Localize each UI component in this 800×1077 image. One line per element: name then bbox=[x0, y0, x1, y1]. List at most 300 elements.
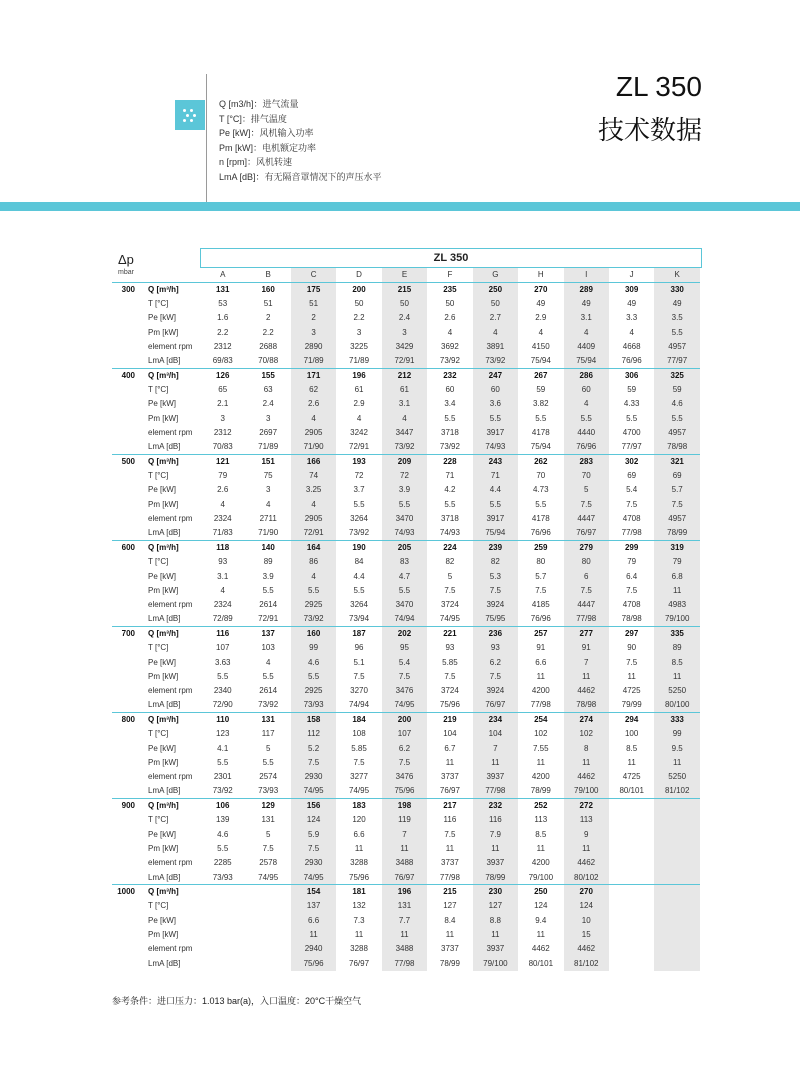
row-label: LmA [dB] bbox=[148, 958, 181, 968]
table-cell: 2930 bbox=[291, 856, 336, 870]
table-row bbox=[112, 354, 700, 368]
dp-value: 1000 bbox=[112, 884, 141, 898]
table-cell: 74/95 bbox=[258, 872, 279, 882]
table-cell: 49 bbox=[536, 299, 546, 309]
page-title: ZL 350 bbox=[615, 71, 702, 102]
table-cell bbox=[654, 870, 700, 884]
table-cell: 76/96 bbox=[530, 528, 551, 538]
table-cell: 5.5 bbox=[291, 583, 336, 597]
table-cell: 8.5 bbox=[626, 743, 638, 753]
table-cell bbox=[609, 884, 654, 898]
table-cell: 93 bbox=[473, 641, 518, 655]
dp-cell bbox=[112, 526, 141, 540]
table-cell: 8 bbox=[564, 741, 609, 755]
table-cell: 7.5 bbox=[535, 585, 547, 595]
dp-cell bbox=[112, 770, 141, 784]
table-cell: 72/89 bbox=[212, 614, 233, 624]
table-cell bbox=[654, 913, 700, 927]
table-cell: 124 bbox=[534, 901, 548, 911]
table-cell: 75/94 bbox=[530, 442, 551, 452]
table-cell: 187 bbox=[336, 626, 381, 640]
row-label: Q [m³/h] bbox=[141, 454, 200, 468]
table-cell: 131 bbox=[245, 712, 290, 726]
row-label: T [°C] bbox=[148, 471, 169, 481]
dp-cell bbox=[112, 841, 141, 855]
table-cell bbox=[654, 927, 700, 941]
table-row bbox=[112, 641, 700, 655]
table-cell: 3 bbox=[220, 413, 225, 423]
table-row bbox=[112, 942, 700, 956]
table-row bbox=[112, 626, 700, 640]
table-cell: 183 bbox=[336, 798, 381, 812]
table-cell: 3.1 bbox=[564, 311, 609, 325]
table-cell bbox=[654, 942, 700, 956]
table-cell: 306 bbox=[609, 368, 654, 382]
table-cell bbox=[609, 927, 654, 941]
table-cell: 299 bbox=[609, 540, 654, 554]
table-cell: 71/89 bbox=[291, 354, 336, 368]
table-cell: 2890 bbox=[291, 339, 336, 353]
table-cell bbox=[609, 813, 654, 827]
table-cell: 70/88 bbox=[258, 356, 279, 366]
data-table bbox=[112, 268, 700, 971]
table-cell: 59 bbox=[536, 385, 546, 395]
table-cell: 53 bbox=[218, 299, 228, 309]
table-cell: 277 bbox=[564, 626, 609, 640]
accent-band bbox=[0, 202, 800, 211]
table-cell: 2.6 bbox=[444, 313, 456, 323]
table-cell: 250 bbox=[518, 884, 563, 898]
table-cell: 2905 bbox=[291, 512, 336, 526]
table-row bbox=[112, 468, 700, 482]
table-cell: 5.4 bbox=[626, 485, 638, 495]
dp-cell bbox=[112, 325, 141, 339]
dp-label: Δp bbox=[118, 252, 134, 267]
table-cell: 6 bbox=[564, 569, 609, 583]
table-cell: 7.5 bbox=[473, 669, 518, 683]
table-cell: 335 bbox=[654, 626, 700, 640]
table-cell: 116 bbox=[200, 626, 245, 640]
table-cell: 121 bbox=[200, 454, 245, 468]
table-cell: 224 bbox=[427, 540, 472, 554]
table-cell: 77/98 bbox=[439, 872, 460, 882]
table-cell: 7.5 bbox=[262, 844, 274, 854]
table-cell: 78/98 bbox=[654, 440, 700, 454]
table-cell: 91 bbox=[536, 643, 546, 653]
table-cell: 2.4 bbox=[262, 399, 274, 409]
row-label: T [°C] bbox=[148, 557, 169, 567]
table-cell: 124 bbox=[291, 813, 336, 827]
table-cell: 2905 bbox=[291, 425, 336, 439]
table-cell: 5.5 bbox=[654, 411, 700, 425]
table-cell: 4200 bbox=[531, 686, 550, 696]
table-cell: 3692 bbox=[441, 342, 459, 352]
table-cell: 7.5 bbox=[444, 829, 456, 839]
table-cell: 77/98 bbox=[473, 784, 518, 798]
row-label: LmA [dB] bbox=[148, 614, 181, 624]
table-cell: 3917 bbox=[473, 512, 518, 526]
table-cell: 5.5 bbox=[626, 413, 638, 423]
table-cell: 70 bbox=[564, 468, 609, 482]
table-cell: 11 bbox=[354, 930, 364, 940]
table-cell: 3718 bbox=[441, 428, 459, 438]
dp-cell bbox=[112, 956, 141, 970]
dp-cell bbox=[112, 870, 141, 884]
table-cell: 112 bbox=[291, 727, 336, 741]
table-row bbox=[112, 655, 700, 669]
table-cell: 60 bbox=[564, 382, 609, 396]
table-cell: 3724 bbox=[441, 686, 459, 696]
row-label: LmA [dB] bbox=[148, 442, 181, 452]
table-cell: 236 bbox=[473, 626, 518, 640]
table-cell: 75 bbox=[263, 471, 273, 481]
table-cell: 4 bbox=[538, 327, 544, 337]
column-letter: K bbox=[654, 268, 700, 282]
table-cell: 158 bbox=[291, 712, 336, 726]
table-cell: 217 bbox=[427, 798, 472, 812]
table-cell: 73/92 bbox=[258, 700, 279, 710]
table-cell: 7.5 bbox=[626, 585, 638, 595]
dp-cell bbox=[112, 727, 141, 741]
table-cell: 7.3 bbox=[353, 915, 365, 925]
table-cell: 95 bbox=[382, 641, 427, 655]
table-cell: 2697 bbox=[259, 428, 278, 438]
table-cell: 4 bbox=[220, 499, 225, 509]
column-letter: I bbox=[564, 268, 609, 282]
row-label: Q [m³/h] bbox=[141, 540, 200, 554]
table-cell bbox=[654, 841, 700, 855]
row-label: Pe [kW] bbox=[148, 399, 177, 409]
table-cell: 6.2 bbox=[473, 655, 518, 669]
table-cell: 4.7 bbox=[382, 569, 427, 583]
table-cell: 3270 bbox=[350, 686, 368, 696]
table-cell: 81/102 bbox=[564, 956, 609, 970]
dp-cell bbox=[112, 497, 141, 511]
table-cell: 51 bbox=[291, 296, 336, 310]
table-row bbox=[112, 927, 700, 941]
table-cell: 74 bbox=[291, 468, 336, 482]
table-cell: 193 bbox=[336, 454, 381, 468]
table-cell: 77/97 bbox=[621, 442, 642, 452]
table-cell: 270 bbox=[564, 884, 609, 898]
table-cell: 11 bbox=[382, 927, 427, 941]
dp-cell bbox=[112, 698, 141, 712]
table-cell: 4 bbox=[291, 569, 336, 583]
table-cell: 71 bbox=[445, 471, 455, 481]
table-cell: 7.5 bbox=[291, 841, 336, 855]
table-cell bbox=[609, 913, 654, 927]
row-label: Pm [kW] bbox=[148, 327, 179, 337]
table-cell: 73/92 bbox=[212, 786, 233, 796]
table-cell: 5.2 bbox=[291, 741, 336, 755]
table-cell: 69/83 bbox=[212, 356, 233, 366]
table-cell: 4957 bbox=[654, 512, 700, 526]
table-cell: 5.5 bbox=[217, 844, 229, 854]
table-cell: 75/96 bbox=[382, 784, 427, 798]
table-cell: 78/98 bbox=[621, 614, 642, 624]
table-cell: 78/99 bbox=[530, 786, 551, 796]
table-cell: 5 bbox=[265, 829, 271, 839]
table-cell: 11 bbox=[654, 583, 700, 597]
table-cell: 4 bbox=[447, 327, 453, 337]
table-cell: 3 bbox=[356, 327, 362, 337]
table-cell: 3.7 bbox=[353, 485, 365, 495]
table-cell: 6.7 bbox=[444, 743, 456, 753]
table-cell: 5.1 bbox=[353, 657, 365, 667]
table-cell: 76/96 bbox=[621, 356, 642, 366]
row-label: Pe [kW] bbox=[148, 313, 177, 323]
table-cell: 4462 bbox=[564, 770, 609, 784]
table-row bbox=[112, 798, 700, 812]
table-cell: 3429 bbox=[382, 339, 427, 353]
row-label: Pe [kW] bbox=[148, 657, 177, 667]
table-row bbox=[112, 712, 700, 726]
table-cell: 11 bbox=[536, 671, 545, 681]
table-cell: 209 bbox=[382, 454, 427, 468]
table-cell: 89 bbox=[263, 557, 273, 567]
table-cell: 164 bbox=[291, 540, 336, 554]
table-cell: 7 bbox=[473, 741, 518, 755]
dp-cell bbox=[112, 942, 141, 956]
table-cell: 106 bbox=[200, 798, 245, 812]
table-cell bbox=[245, 942, 290, 956]
table-cell: 71/90 bbox=[291, 440, 336, 454]
table-cell: 184 bbox=[336, 712, 381, 726]
table-cell: 5 bbox=[564, 483, 609, 497]
table-row bbox=[112, 884, 700, 898]
table-cell: 77/98 bbox=[564, 612, 609, 626]
footnote: 参考条件：进口压力：1.013 bar(a)，入口温度：20°C干燥空气 bbox=[112, 996, 362, 1006]
table-cell: 272 bbox=[564, 798, 609, 812]
table-cell: 69 bbox=[627, 471, 637, 481]
table-cell: 2925 bbox=[291, 684, 336, 698]
table-cell: 5.5 bbox=[382, 497, 427, 511]
table-cell: 73/92 bbox=[439, 356, 460, 366]
table-cell: 76/96 bbox=[530, 614, 551, 624]
table-cell: 151 bbox=[245, 454, 290, 468]
table-row bbox=[112, 669, 700, 683]
table-cell: 247 bbox=[473, 368, 518, 382]
table-cell: 3937 bbox=[473, 942, 518, 956]
column-letter: F bbox=[447, 270, 453, 280]
table-cell: 127 bbox=[473, 899, 518, 913]
table-cell: 139 bbox=[216, 815, 230, 825]
table-cell: 137 bbox=[245, 626, 290, 640]
table-cell: 4 bbox=[382, 411, 427, 425]
legend-item: LmA [dB]：有无隔音罩情况下的声压水平 bbox=[219, 171, 382, 182]
table-cell: 78/99 bbox=[439, 958, 460, 968]
table-cell: 80/101 bbox=[619, 786, 644, 796]
table-cell: 5.5 bbox=[353, 585, 365, 595]
table-cell: 7.5 bbox=[564, 497, 609, 511]
table-cell: 232 bbox=[473, 798, 518, 812]
table-row bbox=[112, 755, 700, 769]
table-cell: 4 bbox=[629, 327, 634, 337]
table-cell: 5250 bbox=[654, 684, 700, 698]
table-row bbox=[112, 741, 700, 755]
table-row bbox=[112, 813, 700, 827]
table-cell: 10 bbox=[564, 913, 609, 927]
dp-cell bbox=[112, 927, 141, 941]
table-cell: 297 bbox=[609, 626, 654, 640]
row-label: Pe [kW] bbox=[148, 571, 177, 581]
table-cell: 4708 bbox=[622, 600, 641, 610]
table-cell: 3.5 bbox=[654, 311, 700, 325]
table-cell: 3937 bbox=[473, 770, 518, 784]
dp-cell bbox=[112, 339, 141, 353]
table-cell: 82 bbox=[445, 557, 455, 567]
table-cell: 3242 bbox=[350, 428, 368, 438]
table-cell: 2.6 bbox=[291, 397, 336, 411]
table-cell: 132 bbox=[352, 901, 366, 911]
legend bbox=[219, 97, 382, 185]
table-cell: 4.4 bbox=[353, 571, 365, 581]
table-cell: 3 bbox=[265, 485, 271, 495]
table-cell: 259 bbox=[518, 540, 563, 554]
table-cell: 3.25 bbox=[291, 483, 336, 497]
table-cell: 4 bbox=[291, 411, 336, 425]
table-cell: 5.7 bbox=[535, 571, 547, 581]
table-cell: 212 bbox=[382, 368, 427, 382]
table-cell: 80/100 bbox=[654, 698, 700, 712]
table-cell: 50 bbox=[354, 299, 364, 309]
row-label: T [°C] bbox=[148, 385, 169, 395]
table-cell: 2.4 bbox=[382, 311, 427, 325]
table-cell: 71 bbox=[473, 468, 518, 482]
table-cell: 75/96 bbox=[439, 700, 460, 710]
table-cell: 4200 bbox=[531, 858, 550, 868]
table-row bbox=[112, 368, 700, 382]
table-cell: 3.63 bbox=[214, 657, 231, 667]
table-cell: 309 bbox=[609, 282, 654, 296]
row-label: LmA [dB] bbox=[148, 528, 181, 538]
table-cell: 2711 bbox=[259, 514, 277, 524]
table-cell bbox=[200, 942, 245, 956]
table-cell: 91 bbox=[564, 641, 609, 655]
row-label: Pm [kW] bbox=[148, 758, 179, 768]
table-cell: 70/83 bbox=[212, 442, 233, 452]
table-cell: 319 bbox=[654, 540, 700, 554]
table-cell: 59 bbox=[654, 382, 700, 396]
table-row bbox=[112, 425, 700, 439]
table-cell: 90 bbox=[627, 643, 637, 653]
table-cell: 82 bbox=[473, 555, 518, 569]
column-letter: D bbox=[356, 270, 362, 280]
dp-cell bbox=[112, 354, 141, 368]
table-cell: 71/89 bbox=[349, 356, 370, 366]
table-cell: 4957 bbox=[654, 339, 700, 353]
table-cell: 3 bbox=[265, 413, 271, 423]
table-cell: 7 bbox=[382, 827, 427, 841]
table-cell: 4200 bbox=[531, 772, 550, 782]
table-cell: 3.4 bbox=[444, 399, 456, 409]
table-cell bbox=[245, 927, 290, 941]
dots-logo-icon bbox=[175, 100, 205, 130]
table-cell: 4 bbox=[265, 499, 271, 509]
table-cell: 11 bbox=[536, 758, 545, 768]
table-cell: 113 bbox=[564, 813, 609, 827]
table-cell: 7.55 bbox=[533, 743, 549, 753]
table-cell: 4409 bbox=[564, 339, 609, 353]
table-cell: 5.5 bbox=[217, 671, 229, 681]
table-cell: 4462 bbox=[531, 944, 550, 954]
table-cell: 6.6 bbox=[535, 657, 547, 667]
table-cell: 4178 bbox=[531, 428, 550, 438]
table-cell: 9.5 bbox=[654, 741, 700, 755]
dp-cell bbox=[112, 468, 141, 482]
table-cell bbox=[609, 827, 654, 841]
table-cell: 171 bbox=[291, 368, 336, 382]
table-cell: 5.7 bbox=[654, 483, 700, 497]
table-cell: 250 bbox=[473, 282, 518, 296]
table-cell: 3737 bbox=[441, 944, 459, 954]
table-cell: 79/100 bbox=[528, 872, 554, 882]
dp-cell bbox=[112, 382, 141, 396]
table-cell: 6.8 bbox=[654, 569, 700, 583]
table-cell: 4 bbox=[265, 657, 271, 667]
table-cell: 79 bbox=[654, 555, 700, 569]
table-cell: 4 bbox=[291, 497, 336, 511]
dp-cell bbox=[112, 655, 141, 669]
table-cell: 3447 bbox=[382, 425, 427, 439]
table-cell: 96 bbox=[354, 643, 364, 653]
table-cell: 9 bbox=[564, 827, 609, 841]
table-cell: 73/93 bbox=[258, 786, 279, 796]
table-cell: 7.7 bbox=[382, 913, 427, 927]
table-cell: 5.85 bbox=[351, 743, 367, 753]
table-cell: 72/91 bbox=[258, 614, 279, 624]
table-cell: 79/99 bbox=[621, 700, 642, 710]
table-cell: 110 bbox=[200, 712, 245, 726]
table-cell: 102 bbox=[564, 727, 609, 741]
table-cell: 76/96 bbox=[564, 440, 609, 454]
table-cell: 131 bbox=[261, 815, 275, 825]
table-cell: 50 bbox=[473, 296, 518, 310]
table-row bbox=[112, 956, 700, 970]
table-cell: 3488 bbox=[382, 856, 427, 870]
table-cell: 74/95 bbox=[291, 870, 336, 884]
table-cell: 75/94 bbox=[564, 354, 609, 368]
table-cell: 118 bbox=[200, 540, 245, 554]
table-cell: 4 bbox=[220, 585, 225, 595]
dp-cell bbox=[112, 411, 141, 425]
legend-item: Q [m3/h]：进气流量 bbox=[219, 99, 299, 109]
column-letter: G bbox=[473, 268, 518, 282]
row-label: Pe [kW] bbox=[148, 829, 177, 839]
dp-cell bbox=[112, 899, 141, 913]
table-cell: 11 bbox=[473, 927, 518, 941]
table-cell: 15 bbox=[564, 927, 609, 941]
table-row bbox=[112, 598, 700, 612]
dp-value: 700 bbox=[112, 626, 141, 640]
table-cell: 2.7 bbox=[473, 311, 518, 325]
table-cell: 3 bbox=[291, 325, 336, 339]
table-cell: 50 bbox=[382, 296, 427, 310]
table-cell: 60 bbox=[445, 385, 455, 395]
dp-cell bbox=[112, 425, 141, 439]
table-cell: 200 bbox=[336, 282, 381, 296]
table-cell: 6.6 bbox=[291, 913, 336, 927]
row-label: Pm [kW] bbox=[148, 413, 179, 423]
table-cell: 160 bbox=[245, 282, 290, 296]
table-cell: 79/100 bbox=[654, 612, 700, 626]
table-cell: 4.2 bbox=[444, 485, 456, 495]
table-cell: 2324 bbox=[213, 600, 232, 610]
table-cell: 294 bbox=[609, 712, 654, 726]
table-cell: 107 bbox=[216, 643, 230, 653]
table-cell: 232 bbox=[427, 368, 472, 382]
table-cell: 279 bbox=[564, 540, 609, 554]
